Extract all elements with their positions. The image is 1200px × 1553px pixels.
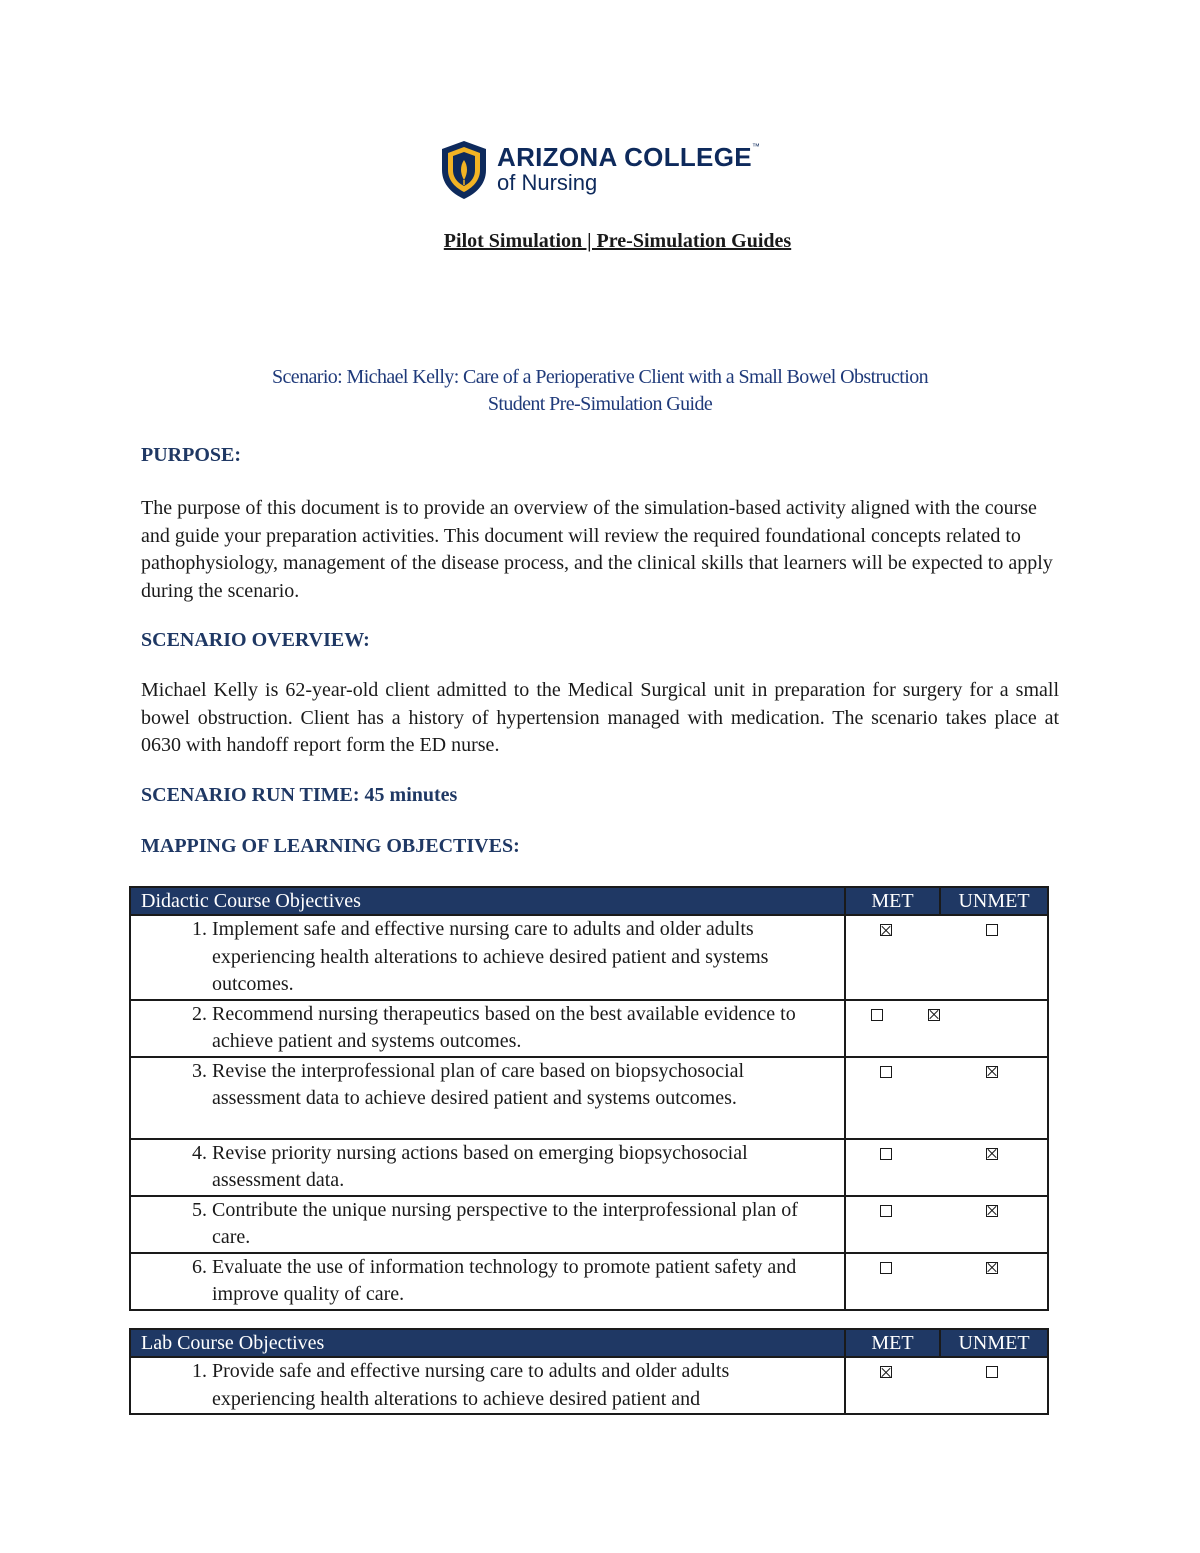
run-time-heading: SCENARIO RUN TIME: 45 minutes: [141, 784, 458, 806]
status-checkboxes: [845, 1000, 1048, 1057]
objective-number: 3.: [192, 1059, 207, 1082]
objective-text: Revise the interprofessional plan of care based on biopsychosocial assessment data to achieve desired patient and systems outcomes.: [212, 1059, 745, 1109]
status-checkboxes: [845, 1253, 1048, 1310]
objective-cell: [130, 1057, 845, 1139]
table-row: [130, 1253, 1048, 1310]
met-checkbox[interactable]: [880, 1066, 892, 1078]
met-column-header: MET: [845, 1329, 940, 1357]
unmet-checkbox[interactable]: [986, 1262, 998, 1274]
scenario-title: Scenario: Michael Kelly: Care of a Perioperative Client with a Small Bowel Obstruction: [272, 366, 928, 388]
unmet-checkbox[interactable]: [986, 1148, 998, 1160]
objective-cell: [130, 1196, 845, 1253]
table-row: [130, 915, 1048, 1000]
lab-objectives-table: [129, 1328, 1049, 1415]
objective-text: Evaluate the use of information technology to promote patient safety and improve quality of care.: [212, 1255, 797, 1305]
objective-cell: [130, 915, 845, 1000]
scenario-subtitle: Student Pre-Simulation Guide: [487, 393, 713, 415]
objective-text: Contribute the unique nursing perspective to the interprofessional plan of care.: [212, 1198, 798, 1248]
didactic-objectives-table: [129, 886, 1049, 1311]
shield-icon: [441, 140, 487, 200]
lab-header-title: Lab Course Objectives: [130, 1329, 845, 1357]
unmet-checkbox[interactable]: [928, 1009, 940, 1021]
table-row: [130, 1139, 1048, 1196]
purpose-text: The purpose of this document is to provide an overview of the simulation-based activity aligned with the course and guide your preparation activities. This document will review the required foundational concepts related to pathophysiology, management of the disease process, and the clinical skills that learners will be expected to apply during the scenario.: [141, 497, 1053, 602]
table-row: [130, 1000, 1048, 1057]
status-checkboxes: [845, 1057, 1048, 1139]
unmet-checkbox[interactable]: [986, 1366, 998, 1378]
met-checkbox[interactable]: [871, 1009, 883, 1021]
objective-text: Implement safe and effective nursing care to adults and older adults experiencing health alterations to achieve desired patient and systems outcomes.: [212, 918, 769, 995]
status-checkboxes: [845, 1357, 1048, 1414]
objective-cell: [130, 1253, 845, 1310]
document-title: Pilot Simulation | Pre-Simulation Guides: [443, 230, 792, 252]
objective-number: 1.: [192, 918, 207, 940]
objective-number: 2.: [192, 1002, 207, 1025]
objective-text: Recommend nursing therapeutics based on the best available evidence to achieve patient and systems outcomes.: [212, 1002, 796, 1052]
unmet-checkbox[interactable]: [986, 1066, 998, 1078]
unmet-column-header: UNMET: [940, 1329, 1048, 1357]
objective-cell: [130, 1000, 845, 1057]
objective-text: Revise priority nursing actions based on emerging biopsychosocial assessment data.: [212, 1141, 748, 1191]
met-checkbox[interactable]: [880, 1205, 892, 1217]
table-row: [130, 1357, 1048, 1414]
table-row: [130, 1196, 1048, 1253]
objective-number: 6.: [192, 1255, 207, 1278]
objective-number: 5.: [192, 1198, 207, 1221]
met-checkbox[interactable]: [880, 1262, 892, 1274]
logo-name-line1: ARIZONA COLLEGE™: [497, 142, 761, 172]
status-checkboxes: [845, 915, 1048, 1000]
lab-header-row: [130, 1329, 1048, 1357]
objective-cell: [130, 1139, 845, 1196]
met-checkbox[interactable]: [880, 1148, 892, 1160]
logo-name-line2: of Nursing: [497, 170, 598, 195]
status-checkboxes: [845, 1139, 1048, 1196]
mapping-heading: MAPPING OF LEARNING OBJECTIVES:: [141, 835, 520, 857]
purpose-heading: PURPOSE:: [141, 444, 241, 466]
objective-cell: 1. Provide safe and effective nursing care to adults and older adults experiencing health alterations to achieve desired patient and: [130, 1357, 845, 1414]
status-checkboxes: [845, 1196, 1048, 1253]
unmet-checkbox[interactable]: [986, 924, 998, 936]
met-checkbox[interactable]: [880, 924, 892, 936]
met-checkbox[interactable]: [880, 1366, 892, 1378]
unmet-column-header: UNMET: [940, 887, 1048, 915]
met-column-header: MET: [845, 887, 940, 915]
scenario-overview-heading: SCENARIO OVERVIEW:: [141, 629, 370, 651]
unmet-checkbox[interactable]: [986, 1205, 998, 1217]
objective-text: Provide safe and effective nursing care to adults and older adults experiencing health alterations to achieve desired patient and: [212, 1360, 730, 1410]
objective-number: 4.: [192, 1141, 207, 1164]
scenario-overview-text: Michael Kelly is 62-year-old client admitted to the Medical Surgical unit in preparation for surgery for a small bowel obstruction. Client has a history of hypertension managed with medication. The scenario takes place at 0630 with handoff report form the ED nurse.: [141, 679, 1059, 756]
didactic-header-title: Didactic Course Objectives: [130, 887, 845, 915]
didactic-header-row: [130, 887, 1048, 915]
arizona-college-logo: [441, 140, 771, 202]
table-row: [130, 1057, 1048, 1139]
